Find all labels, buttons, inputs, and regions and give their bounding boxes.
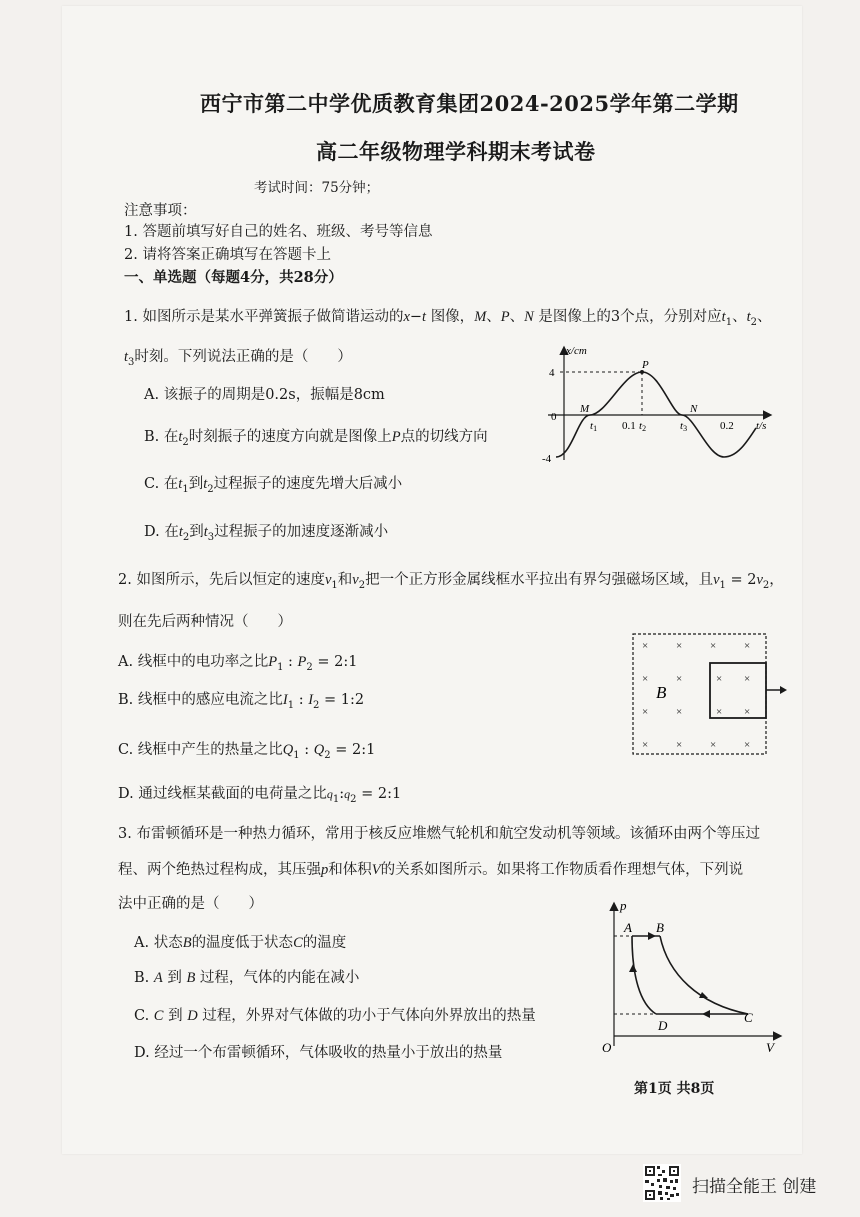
label-b: B [656,920,664,935]
q1-text: 图像， [430,309,475,325]
graph-t1-letter: t [590,420,594,432]
scanner-watermark: 扫描全能王 创建 [692,1177,817,1197]
q3-text: 和体积 [328,862,372,878]
page-number: 第1页 共8页 [634,1081,715,1097]
notice-item-2: 2. 请将答案正确填写在答题卡上 [124,247,331,263]
graph-t2 [639,420,646,433]
q1-stem-line1: 1. 如图所示是某水平弹簧振子做简谐运动的x−t 图像，M、P、N 是图像上的3个点，分别对应$t_1$、$t_2$、 [124,309,772,328]
q2-ratio: 2:1 [352,742,376,758]
q1-text: 是图像上的3个点，分别对应 [538,309,722,325]
cross: × [676,640,683,652]
q3-text: 的温度 [302,935,347,951]
graph-t2-sub: 2 [642,424,647,433]
cross: × [642,706,649,718]
cross: × [642,739,649,751]
cross: × [710,739,717,751]
q3-text: 到 [167,970,182,986]
q3-option-a: A. 状态B的温度低于状态C的温度 [134,935,347,951]
graph-t3-letter: t [680,420,684,432]
q1-text: 过程振子的加速度逐渐减小 [214,524,389,540]
notice-heading: 注意事项： [124,203,197,219]
q3-text: 过程，外界对气体做的功小于气体向外界放出的热量 [202,1008,536,1024]
q3-text: B. [134,970,150,986]
q1-option-b: B. 在$t_2$时刻振子的速度方向就是图像上P点的切线方向 [144,429,488,448]
field-b-label: B [656,683,667,702]
q2-stem-line1: 2. 如图所示，先后以恒定的速度$v_1$和$v_2$把一个正方形金属线框水平拉出有界匀强磁场区域，且$v_1 = 2v_2$， [118,572,784,591]
graph-t1 [590,420,597,433]
arrow-cd [702,1010,710,1018]
graph-ylabel: x/cm [566,345,587,357]
graph-origin: 0 [551,411,557,423]
q3-option-c: C. C 到 D 过程，外界对气体做的功小于气体向外界放出的热量 [134,1008,536,1024]
q1-text: 时刻。下列说法正确的是（ ） [134,349,352,365]
q2-ratio: 1:2 [340,692,365,708]
label-a: A [624,920,632,935]
cross: × [744,739,751,751]
graph-t3 [680,420,687,433]
q1-text: 到 [188,476,204,492]
cross: × [676,706,683,718]
q2-stem-line2: 则在先后两种情况（ ） [118,614,292,630]
q3-text: C. [134,1008,150,1024]
q2-ratio: 2:1 [377,786,402,802]
q3-text: 的关系如图所示。如果将工作物质看作理想气体，下列说 [380,862,744,878]
q1-option-d: D. 在$t_2$到$t_3$过程振子的加速度逐渐减小 [144,524,389,543]
cross: × [744,706,751,718]
q3-text: A. 状态 [134,935,183,951]
q1-text: 到 [189,524,204,540]
cross: × [710,640,717,652]
curve-bc [660,936,748,1014]
cross: × [676,673,683,685]
q2-text: D. 通过线框某截面的电荷量之比 [118,786,327,802]
cross: × [716,673,723,685]
q1-text: 1. 如图所示是某水平弹簧振子做简谐运动的 [124,309,404,325]
q3-option-b: B. A 到 B 过程，气体的内能在减小 [134,970,360,986]
q1-text: 点的切线方向 [400,429,488,445]
graph-y-neg: -4 [542,453,552,465]
label-c: C [744,1010,753,1025]
graph-y-pos: 4 [549,367,555,379]
label-p: p [620,898,627,913]
graph-t1-sub: 1 [593,424,598,433]
q2-text: 2. 如图所示，先后以恒定的速度 [118,572,325,588]
graph-n-label: N [690,403,698,415]
q1-option-a: A. 该振子的周期是0.2s，振幅是8cm [144,387,385,403]
arrow-da [629,964,637,972]
q1-text: B. 在 [144,429,179,445]
field-boundary [633,634,766,754]
graph-xlabel: t/s [756,420,767,432]
arrow-ab [648,932,656,940]
q1-xt-graph [538,340,778,470]
graph-m-label: M [580,403,590,415]
cross: × [744,640,751,652]
cross: × [676,739,683,751]
q3-text: 过程，气体的内能在减小 [199,970,360,986]
q3-text: 的温度低于状态 [191,935,294,951]
q3-stem-line1: 3. 布雷顿循环是一种热力循环，常用于核反应堆燃气轮机和航空发动机等领域。该循环由两个等压过 [118,826,760,842]
q1-text: D. 在 [144,524,179,540]
section-1-heading: 一、单选题（每题4分，共28分） [124,269,343,286]
q1-text: 时刻振子的速度方向就是图像上 [188,429,392,445]
q2-text: A. 线框中的电功率之比 [118,654,269,670]
graph-tick-01: 0.1 [622,420,636,432]
pull-arrow-head [780,686,787,694]
q3-stem-line3: 法中正确的是（ ） [118,896,263,912]
q2-text: 和 [337,572,353,588]
label-v: V [766,1040,774,1055]
q2-text: 把一个正方形金属线框水平拉出有界匀强磁场区域，且 [365,572,714,588]
q3-text: 到 [168,1008,183,1024]
graph-tick-02: 0.2 [720,420,734,432]
q2-text: C. 线框中产生的热量之比 [118,742,283,758]
cross: × [642,673,649,685]
label-d: D [658,1018,668,1033]
q2-option-d: D. 通过线框某截面的电荷量之比$q_1:q_2$ = 2:1 [118,786,402,805]
q3-text: 程、两个绝热过程构成，其压强 [118,862,321,878]
cross: × [642,640,649,652]
q1-stem-line2: $t_3$时刻。下列说法正确的是（ ） [124,349,352,368]
exam-title-line2: 高二年级物理学科期末考试卷 [316,139,596,164]
q1-text: C. 在 [144,476,179,492]
q1-text: 过程振子的速度先增大后减小 [213,476,403,492]
exam-title-line1: 西宁市第二中学优质教育集团2024-2025学年第二学期 [200,91,739,116]
q2-option-b: B. 线框中的感应电流之比$I_1$ : $I_2$ = 1:2 [118,692,365,711]
q2-option-a: A. 线框中的电功率之比$P_1$ : $P_2$ = 2:1 [118,654,358,673]
graph-t2-letter: t [639,420,643,432]
q2-text: B. 线框中的感应电流之比 [118,692,283,708]
curve-da [632,936,656,1014]
q3-stem-line2: 程、两个绝热过程构成，其压强p和体积V的关系如图所示。如果将工作物质看作理想气体，下列说 [118,862,744,878]
exam-time: 考试时间：75分钟； [254,180,380,196]
q2-option-c: C. 线框中产生的热量之比$Q_1$ : $Q_2$ = 2:1 [118,742,376,761]
q3-pv-diagram [598,896,788,1056]
graph-p-label: P [642,359,649,371]
q3-option-d: D. 经过一个布雷顿循环，气体吸收的热量小于放出的热量 [134,1045,503,1061]
notice-item-1: 1. 答题前填写好自己的姓名、班级、考号等信息 [124,224,433,240]
cross: × [716,706,723,718]
q2-magnetic-field-figure [628,630,790,758]
qr-code-icon [643,1164,681,1202]
cross: × [744,673,751,685]
q2-ratio: 2:1 [334,654,358,670]
q1-option-c: C. 在$t_1$到$t_2$过程振子的速度先增大后减小 [144,476,403,495]
graph-t3-sub: 3 [683,424,688,433]
label-o: O [602,1040,612,1055]
